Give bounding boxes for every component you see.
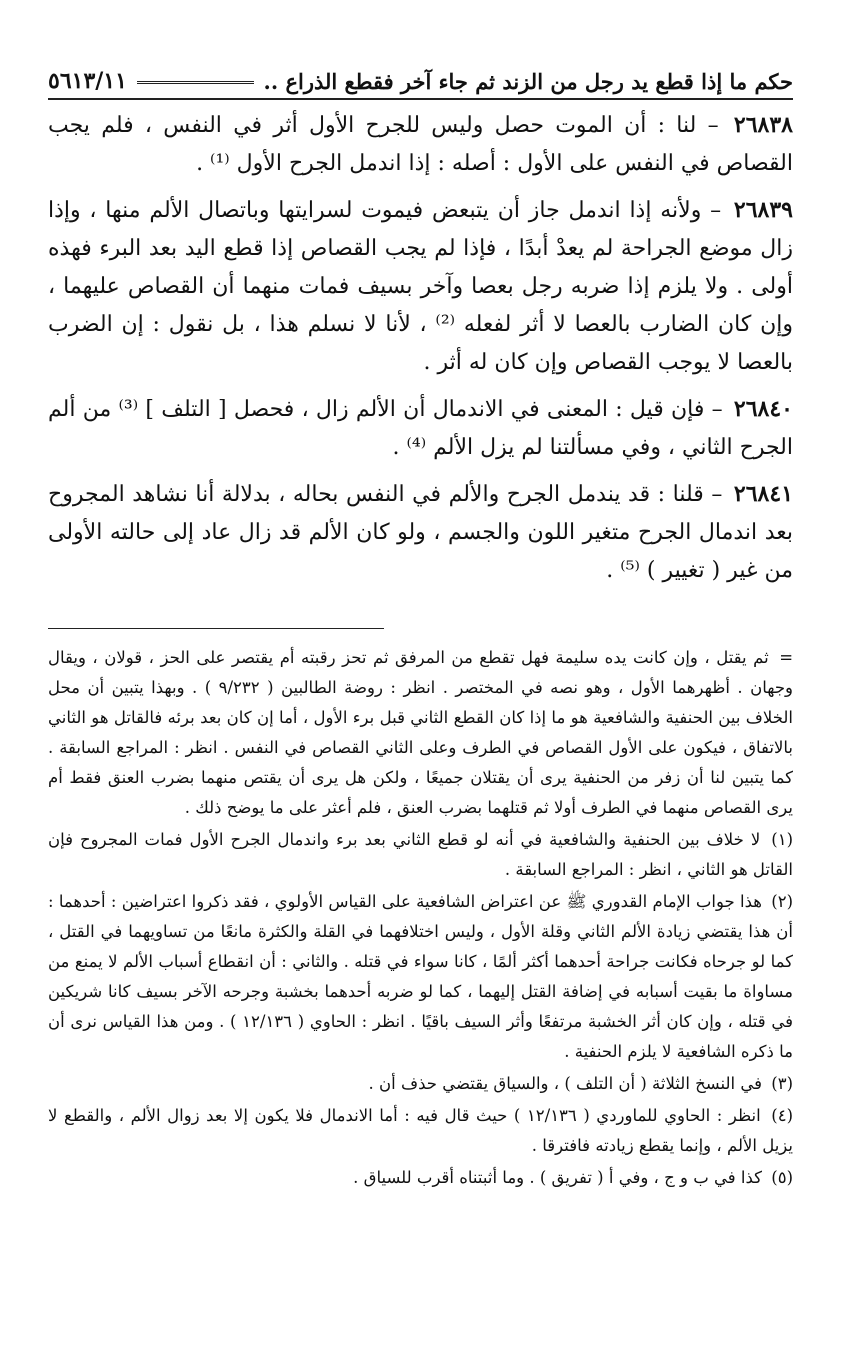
main-text xyxy=(48,106,793,590)
paragraph-number: ٢٦٨٤٠ xyxy=(733,396,793,422)
footnote-mark: (١) xyxy=(771,830,793,849)
paragraph-text: – ولأنه إذا اندمل جاز أن يتبعض فيموت لسرايتها وباتصال الألم منها ، وإذا زال موضع الجراحة لم يعدْ أبدًا ، فإذا لم يجب القصاص إذا قطع اليد بعد البرء فهذه أولى . ولا يلزم إذا ضربه رجل بعصا وآخر بسيف فمات منهما أن القصاص عليهما ، وإن كان الضارب بالعصا لا أثر لفعله ⁽²⁾ ، لأنا لا نسلم هذا ، بل نقول : إن الضرب بالعصا لا يوجب القصاص وإن كان له أثر . xyxy=(48,198,793,375)
paragraph-text: – فإن قيل : المعنى في الاندمال أن الألم زال ، فحصل [ التلف ] ⁽³⁾ من ألم الجرح الثاني ، وفي مسألتنا لم يزل الألم ⁽⁴⁾ . xyxy=(48,397,793,460)
footnote-mark: (٢) xyxy=(771,892,794,911)
paragraph-text: – قلنا : قد يندمل الجرح والألم في النفس بحاله ، بدلالة أنا نشاهد المجروح بعد اندمال الجرح متغير اللون والجسم ، ولو كان الألم قد زال عاد إلى حالته الأولى من غير ( تغيير ) ⁽⁵⁾ . xyxy=(48,482,793,583)
footnote xyxy=(48,825,793,885)
footnote-mark: (٣) xyxy=(771,1074,793,1093)
footnote-text: في النسخ الثلاثة ( أن التلف ) ، والسياق يقتضي حذف أن . xyxy=(368,1074,762,1093)
footnote-text: لا خلاف بين الحنفية والشافعية في أنه لو قطع الثاني بعد برء واندمال الجرح الأول فمات المجروح فإن القاتل هو الثاني ، انظر : المراجع السابقة . xyxy=(48,830,793,879)
paragraph-number: ٢٦٨٣٩ xyxy=(733,197,793,223)
chapter-title: حكم ما إذا قطع يد رجل من الزند ثم جاء آخر فقطع الذراع .. xyxy=(263,69,793,94)
footnote-mark: (٥) xyxy=(771,1168,793,1187)
paragraph xyxy=(48,390,793,467)
footnote-mark: = xyxy=(779,648,794,667)
footnote xyxy=(48,643,793,823)
header-rule xyxy=(137,81,254,84)
footnote xyxy=(48,887,793,1067)
paragraph xyxy=(48,106,793,183)
paragraph-text: – لنا : أن الموت حصل وليس للجرح الأول أثر في النفس ، فلم يجب القصاص في النفس على الأول : أصله : إذا اندمل الجرح الأول ⁽¹⁾ . xyxy=(48,113,793,176)
footnotes xyxy=(48,643,793,1193)
paragraph xyxy=(48,475,793,590)
footnote xyxy=(48,1163,793,1193)
paragraph-number: ٢٦٨٤١ xyxy=(733,481,794,507)
footnote-text: انظر : الحاوي للماوردي ( ١٢/١٣٦ ) حيث قال فيه : أما الاندمال فلا يكون إلا بعد زوال الألم ، والقطع لا يزيل الألم ، وإنما يقطع زيادته فافترقا . xyxy=(48,1106,793,1155)
footnote-separator xyxy=(48,628,384,629)
footnote-mark: (٤) xyxy=(771,1106,793,1125)
page-number: ٥٦١٣/١١ xyxy=(48,68,127,94)
footnote-text: ثم يقتل ، وإن كانت يده سليمة فهل تقطع من المرفق ثم تحز رقبته أم يقتصر على الحز ، قولان ، ويقال وجهان . أظهرهما الأول ، وهو نصه في المختصر . انظر : روضة الطالبين ( ٩/٢٣٢ ) . وبهذا يتبين أن محل الخلاف بين الحنفية والشافعية هو ما إذا كان القطع الثاني قبل برء الأول ، أما إن كان بعد برئه فالقاتل هو الثاني بالاتفاق ، فيكون على الأول القصاص في الطرف وعلى الثاني القصاص في النفس . انظر : المراجع السابقة . كما يتبين لنا أن زفر من الحنفية يرى أن يقتلان جميعًا ، ولكن هل يرى أن يقتص منهما بضرب العنق فقط أم يرى القصاص منهما في الطرف أولا ثم قتلهما بضرب العنق ، فلم أعثر على ما يوضح ذلك . xyxy=(48,648,793,817)
footnote-text: هذا جواب الإمام القدوري ﷺ عن اعتراض الشافعية على القياس الأولوي ، فقد ذكروا اعتراضين : أحدهما : أن هذا يقتضي زيادة الألم الثاني وقلة الأول ، وليس اختلافهما في القلة والكثرة مانعًا من تساويهما في القتل ، كما لو جرحاه فكانت جراحة أحدهما أكثر ألمًا ، كانا سواء في قتله . والثاني : أن انقطاع أسباب الألم لا يمنع من مساواة ما بقيت أسبابه في إضافة القتل إليهما ، كما لو ضربه أحدهما بخشبة وجرحه الآخر بسيف كانا شريكين في قتله ، وإن كان أثر الخشبة مرتفعًا وأثر السيف باقيًا . انظر : الحاوي ( ١٢/١٣٦ ) . ومن هذا القياس نرى أن ما ذكره الشافعية لا يلزم الحنفية . xyxy=(48,892,793,1061)
footnote xyxy=(48,1101,793,1161)
footnote-text: كذا في ب و ج ، وفي أ ( تفريق ) . وما أثبتناه أقرب للسياق . xyxy=(353,1168,762,1187)
paragraph xyxy=(48,191,793,382)
paragraph-number: ٢٦٨٣٨ xyxy=(733,112,793,138)
running-header xyxy=(48,54,793,100)
footnote xyxy=(48,1069,793,1099)
